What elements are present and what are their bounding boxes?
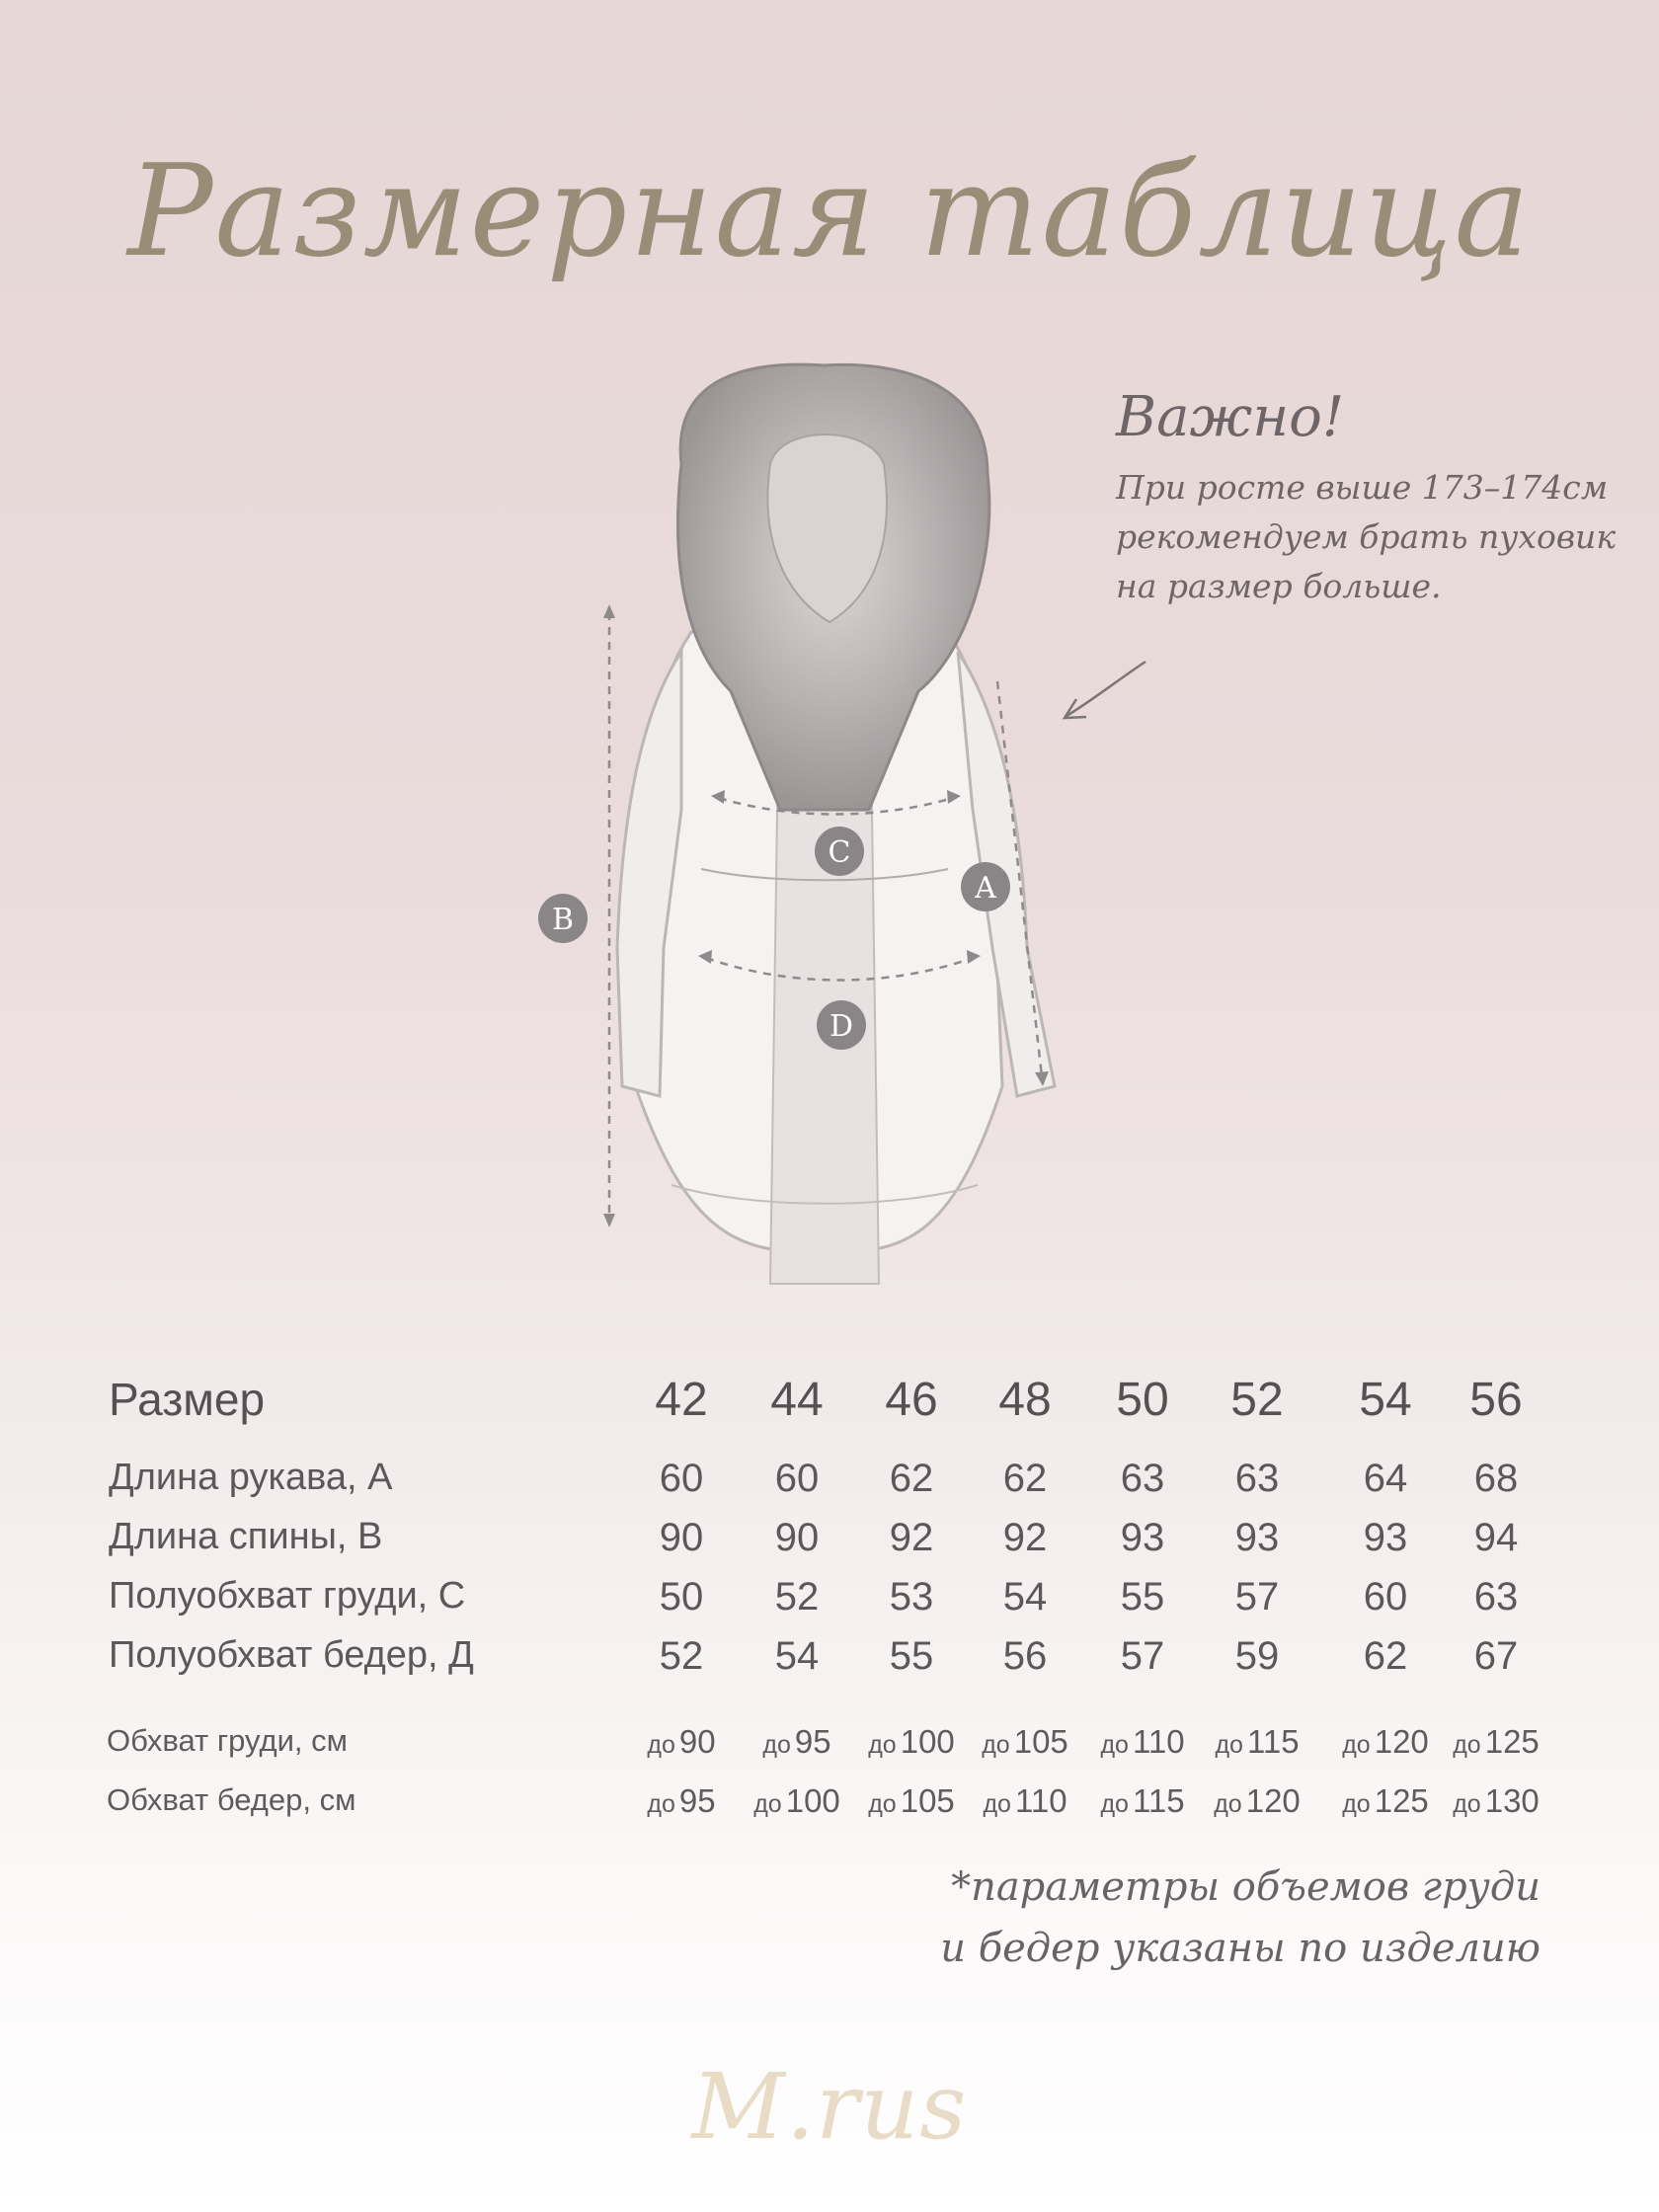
- table-cell: [1078, 1723, 1207, 1761]
- table-cell: 57: [1120, 1634, 1165, 1678]
- table-cell: [1432, 1782, 1560, 1820]
- cell-value: 100: [900, 1723, 955, 1760]
- value-prefix: до: [1100, 1790, 1129, 1818]
- table-cell: [733, 1723, 861, 1761]
- cell-value: 125: [1374, 1782, 1429, 1819]
- value-prefix: до: [647, 1731, 675, 1759]
- row-label: Полуобхват бедер, Д: [109, 1634, 474, 1676]
- value-prefix: до: [1214, 1790, 1242, 1818]
- cell-value: 105: [900, 1782, 955, 1819]
- cell-value: 110: [1014, 1782, 1067, 1819]
- row-label: Длина спины, В: [109, 1516, 383, 1557]
- table-cell: 52: [774, 1575, 820, 1619]
- table-cell: 62: [1002, 1457, 1048, 1500]
- table-row: [0, 1373, 1659, 1432]
- note-arrow: [1066, 662, 1146, 716]
- cell-value: 120: [1374, 1723, 1429, 1760]
- table-cell: 90: [774, 1516, 820, 1559]
- table-cell: 46: [885, 1374, 938, 1426]
- table-cell: 90: [659, 1516, 704, 1559]
- table-row: [0, 1457, 1659, 1516]
- value-prefix: до: [753, 1790, 782, 1818]
- row-label: Полуобхват груди, С: [109, 1575, 466, 1617]
- table-cell: 60: [659, 1457, 704, 1500]
- table-cell: 63: [1120, 1457, 1165, 1500]
- marker-c: [815, 827, 864, 876]
- table-cell: [617, 1723, 746, 1761]
- table-cell: [847, 1782, 976, 1820]
- table-cell: 93: [1363, 1516, 1408, 1559]
- row-label: Размер: [109, 1374, 266, 1425]
- marker-b: [538, 894, 588, 943]
- table-cell: 60: [774, 1457, 820, 1500]
- table-row: [0, 1723, 1659, 1782]
- table-cell: 42: [655, 1374, 708, 1426]
- footnote-line-1: *параметры объемов груди: [951, 1864, 1540, 1910]
- table-cell: 48: [998, 1374, 1052, 1426]
- value-prefix: до: [983, 1790, 1011, 1818]
- table-cell: 54: [1002, 1575, 1048, 1619]
- table-cell: 93: [1234, 1516, 1280, 1559]
- table-cell: 55: [1120, 1575, 1165, 1619]
- value-prefix: до: [1215, 1731, 1243, 1759]
- table-cell: 44: [770, 1374, 824, 1426]
- cell-value: 105: [1013, 1723, 1068, 1760]
- value-prefix: до: [1100, 1731, 1129, 1759]
- table-cell: 56: [1002, 1634, 1048, 1678]
- note-heading: Важно!: [1116, 385, 1345, 449]
- cell-value: 95: [678, 1782, 716, 1819]
- table-cell: 92: [889, 1516, 934, 1559]
- table-cell: 62: [1363, 1634, 1408, 1678]
- table-cell: [961, 1782, 1089, 1820]
- marker-d-label: D: [829, 1009, 854, 1044]
- table-cell: [847, 1723, 976, 1761]
- value-prefix: до: [868, 1790, 897, 1818]
- table-cell: 50: [1116, 1374, 1169, 1426]
- table-row: [0, 1634, 1659, 1694]
- value-prefix: до: [868, 1731, 897, 1759]
- marker-b-label: B: [551, 903, 575, 937]
- table-cell: 53: [889, 1575, 934, 1619]
- table-cell: 57: [1234, 1575, 1280, 1619]
- marker-c-label: C: [828, 835, 851, 870]
- table-cell: [1193, 1723, 1321, 1761]
- table-row: [0, 1575, 1659, 1634]
- row-label: Обхват груди, см: [107, 1723, 348, 1758]
- table-cell: [1078, 1782, 1207, 1820]
- table-cell: [617, 1782, 746, 1820]
- table-cell: [1321, 1782, 1450, 1820]
- cell-value: 115: [1132, 1782, 1185, 1819]
- cell-value: 90: [678, 1723, 716, 1760]
- value-prefix: до: [1453, 1731, 1481, 1759]
- table-cell: [1432, 1723, 1560, 1761]
- cell-value: 120: [1245, 1782, 1301, 1819]
- table-cell: 64: [1363, 1457, 1408, 1500]
- table-cell: 50: [659, 1575, 704, 1619]
- marker-d: [817, 1000, 866, 1050]
- table-cell: [1321, 1723, 1450, 1761]
- cell-value: 115: [1246, 1723, 1300, 1760]
- value-prefix: до: [762, 1731, 791, 1759]
- table-row: [0, 1516, 1659, 1575]
- value-prefix: до: [1453, 1790, 1481, 1818]
- table-cell: 52: [1230, 1374, 1284, 1426]
- table-cell: 59: [1234, 1634, 1280, 1678]
- table-cell: 68: [1473, 1457, 1519, 1500]
- table-cell: 92: [1002, 1516, 1048, 1559]
- table-row: [0, 1782, 1659, 1842]
- cell-value: 130: [1484, 1782, 1540, 1819]
- value-prefix: до: [982, 1731, 1010, 1759]
- value-prefix: до: [1342, 1790, 1371, 1818]
- table-cell: 63: [1234, 1457, 1280, 1500]
- row-label: Обхват бедер, см: [107, 1782, 356, 1817]
- table-cell: [961, 1723, 1089, 1761]
- table-cell: 52: [659, 1634, 704, 1678]
- footnote-line-2: и бедер указаны по изделию: [940, 1926, 1540, 1971]
- table-cell: 60: [1363, 1575, 1408, 1619]
- marker-a: [961, 862, 1010, 911]
- cell-value: 100: [785, 1782, 840, 1819]
- table-cell: 93: [1120, 1516, 1165, 1559]
- value-prefix: до: [1342, 1731, 1371, 1759]
- cell-value: 110: [1132, 1723, 1185, 1760]
- table-cell: 62: [889, 1457, 934, 1500]
- table-cell: 56: [1469, 1374, 1523, 1426]
- note-text: При росте выше 173–174см рекомендуем брать пуховик на размер больше.: [1116, 468, 1617, 605]
- footnote: [849, 1856, 1540, 1979]
- page-title: Размерная таблица: [127, 138, 1532, 285]
- table-cell: 67: [1473, 1634, 1519, 1678]
- brand-logo: M.rus: [691, 2054, 968, 2160]
- table-cell: 54: [774, 1634, 820, 1678]
- marker-a-label: A: [975, 871, 996, 906]
- table-cell: 63: [1473, 1575, 1519, 1619]
- table-cell: [733, 1782, 861, 1820]
- table-cell: 55: [889, 1634, 934, 1678]
- table-cell: [1193, 1782, 1321, 1820]
- cell-value: 125: [1484, 1723, 1540, 1760]
- cell-value: 95: [794, 1723, 831, 1760]
- row-label: Длина рукава, А: [109, 1457, 393, 1498]
- value-prefix: до: [647, 1790, 675, 1818]
- table-cell: 54: [1359, 1374, 1412, 1426]
- table-cell: 94: [1473, 1516, 1519, 1559]
